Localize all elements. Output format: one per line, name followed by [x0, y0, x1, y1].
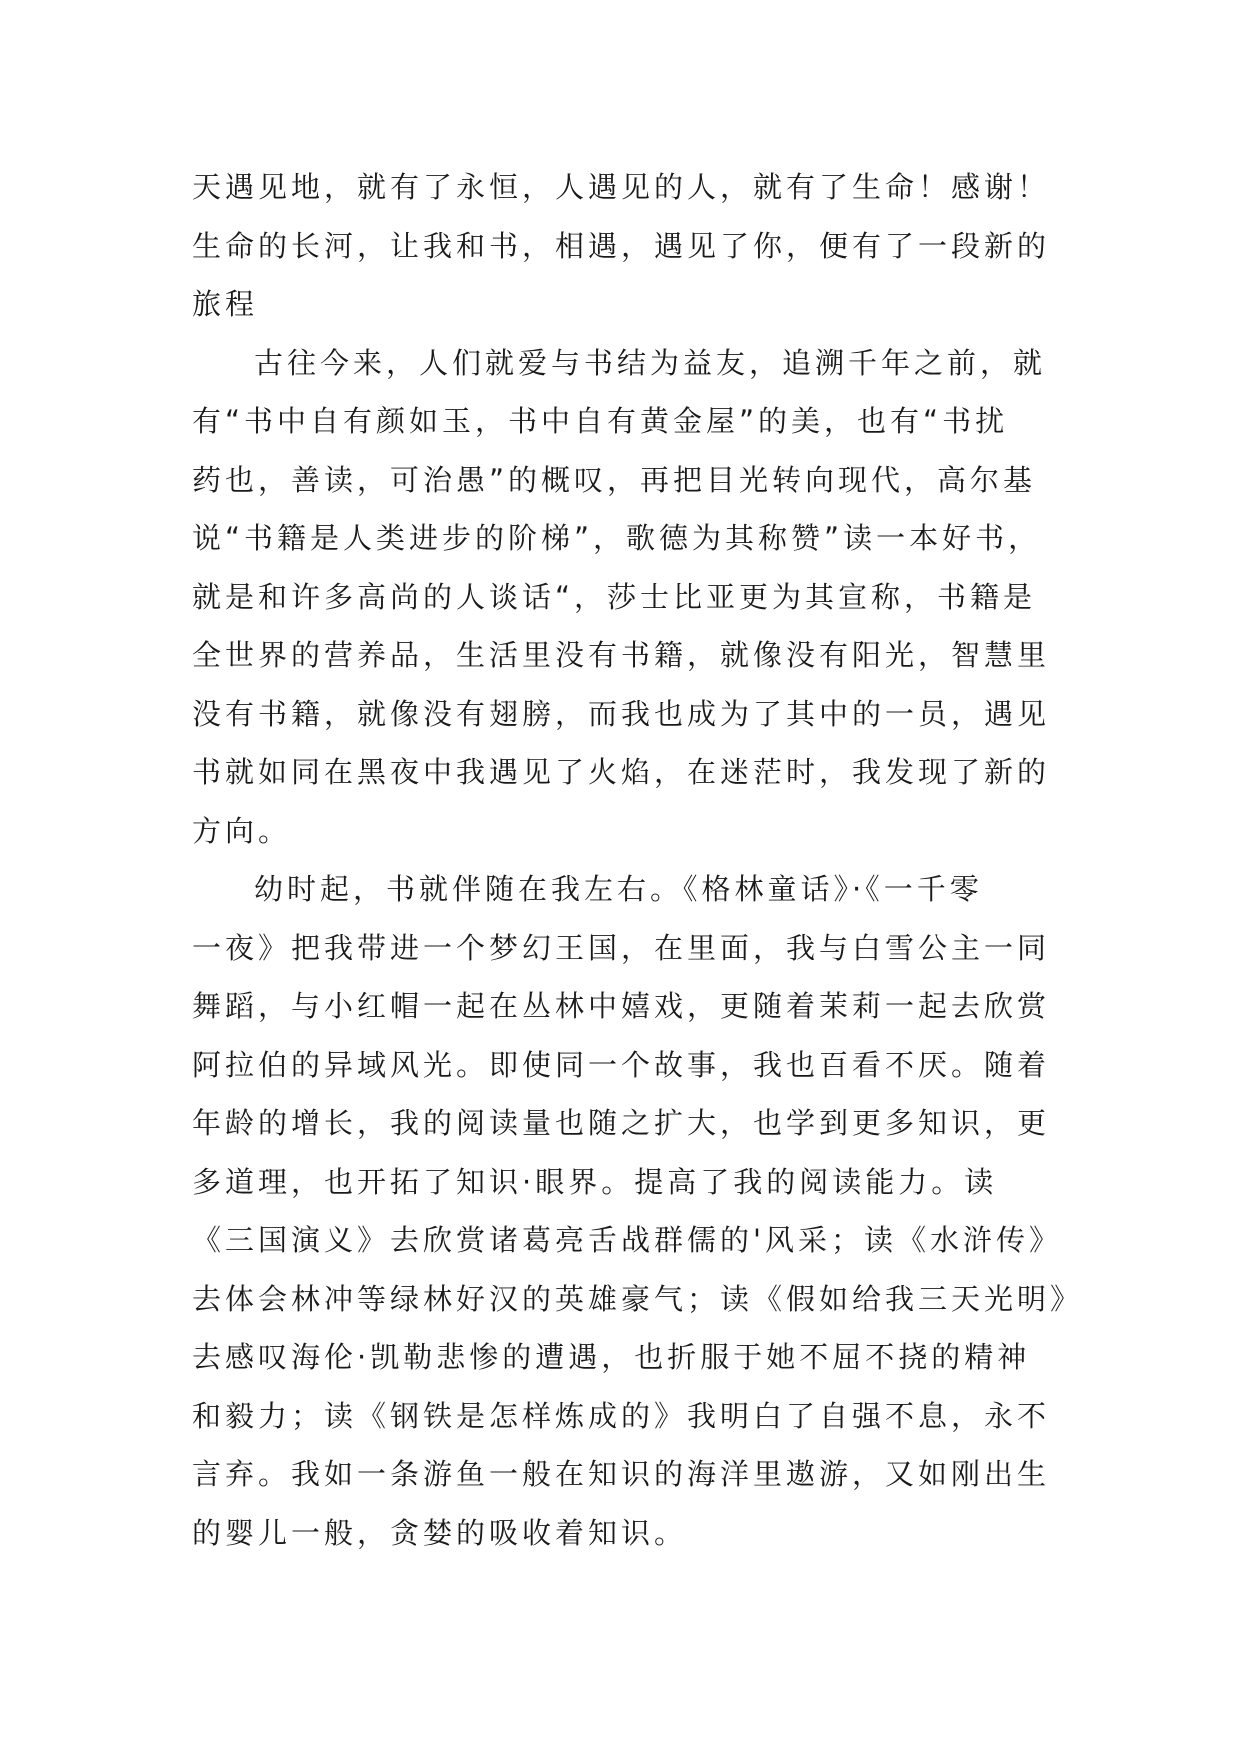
text-line: 的婴儿一般，贪婪的吸收着知识。	[192, 1515, 688, 1550]
text-line: 就是和许多高尚的人谈话“，莎士比亚更为其宣称，书籍是	[192, 579, 1037, 614]
text-line: 一夜》把我带进一个梦幻王国，在里面，我与白雪公主一同	[192, 930, 1051, 965]
text-line: 言弃。我如一条游鱼一般在知识的海洋里遨游，又如刚出生	[192, 1457, 1051, 1491]
text-line: 舞蹈，与小红帽一起在丛林中嬉戏，更随着茉莉一起去欣赏	[192, 989, 1051, 1023]
text-line: 旅程	[192, 287, 259, 321]
text-line: 年龄的增长，我的阅读量也随之扩大，也学到更多知识，更	[192, 1106, 1051, 1140]
text-line: 阿拉伯的异域风光。即使同一个故事，我也百看不厌。随着	[192, 1047, 1051, 1082]
text-line: 没有书籍，就像没有翅膀，而我也成为了其中的一员，遇见	[192, 696, 1051, 731]
document-body	[192, 158, 1084, 1562]
text-line: 书就如同在黑夜中我遇见了火焰，在迷茫时，我发现了新的	[192, 755, 1051, 789]
text-line: 和毅力；读《钢铁是怎样炼成的》我明白了自强不息，永不	[192, 1398, 1051, 1433]
paragraph-1	[192, 158, 1052, 334]
text-line: 全世界的营养品，生活里没有书籍，就像没有阳光，智慧里	[192, 638, 1051, 672]
text-line: 药也，善读，可治愚”的概叹，再把目光转向现代，高尔基	[192, 462, 1037, 497]
text-line: 幼时起，书就伴随在我左右。《格林童话》·《一千零	[254, 872, 983, 906]
paragraph-3	[192, 860, 1084, 1562]
paragraph-2	[192, 334, 1052, 861]
text-line: 生命的长河，让我和书，相遇，遇见了你，便有了一段新的	[192, 228, 1051, 263]
text-line: 方向。	[192, 813, 292, 848]
text-line: 有“书中自有颜如玉，书中自有黄金屋”的美，也有“书扰	[192, 404, 1009, 438]
text-line: 古往今来，人们就爱与书结为益友，追溯千年之前，就	[254, 345, 1047, 380]
text-line: 《三国演义》去欣赏诸葛亮舌战群儒的'风采；读《水浒传》	[192, 1223, 1062, 1257]
text-line: 去体会林冲等绿林好汉的英雄豪气；读《假如给我三天光明》	[192, 1281, 1084, 1316]
text-line: 去感叹海伦·凯勒悲惨的遭遇，也折服于她不屈不挠的精神	[192, 1340, 1031, 1374]
text-line: 天遇见地，就有了永恒，人遇见的人，就有了生命！感谢！	[192, 170, 1051, 204]
text-line: 说“书籍是人类进步的阶梯”，歌德为其称赞”读一本好书，	[192, 521, 1042, 555]
text-line: 多道理，也开拓了知识·眼界。提高了我的阅读能力。读	[192, 1164, 998, 1199]
